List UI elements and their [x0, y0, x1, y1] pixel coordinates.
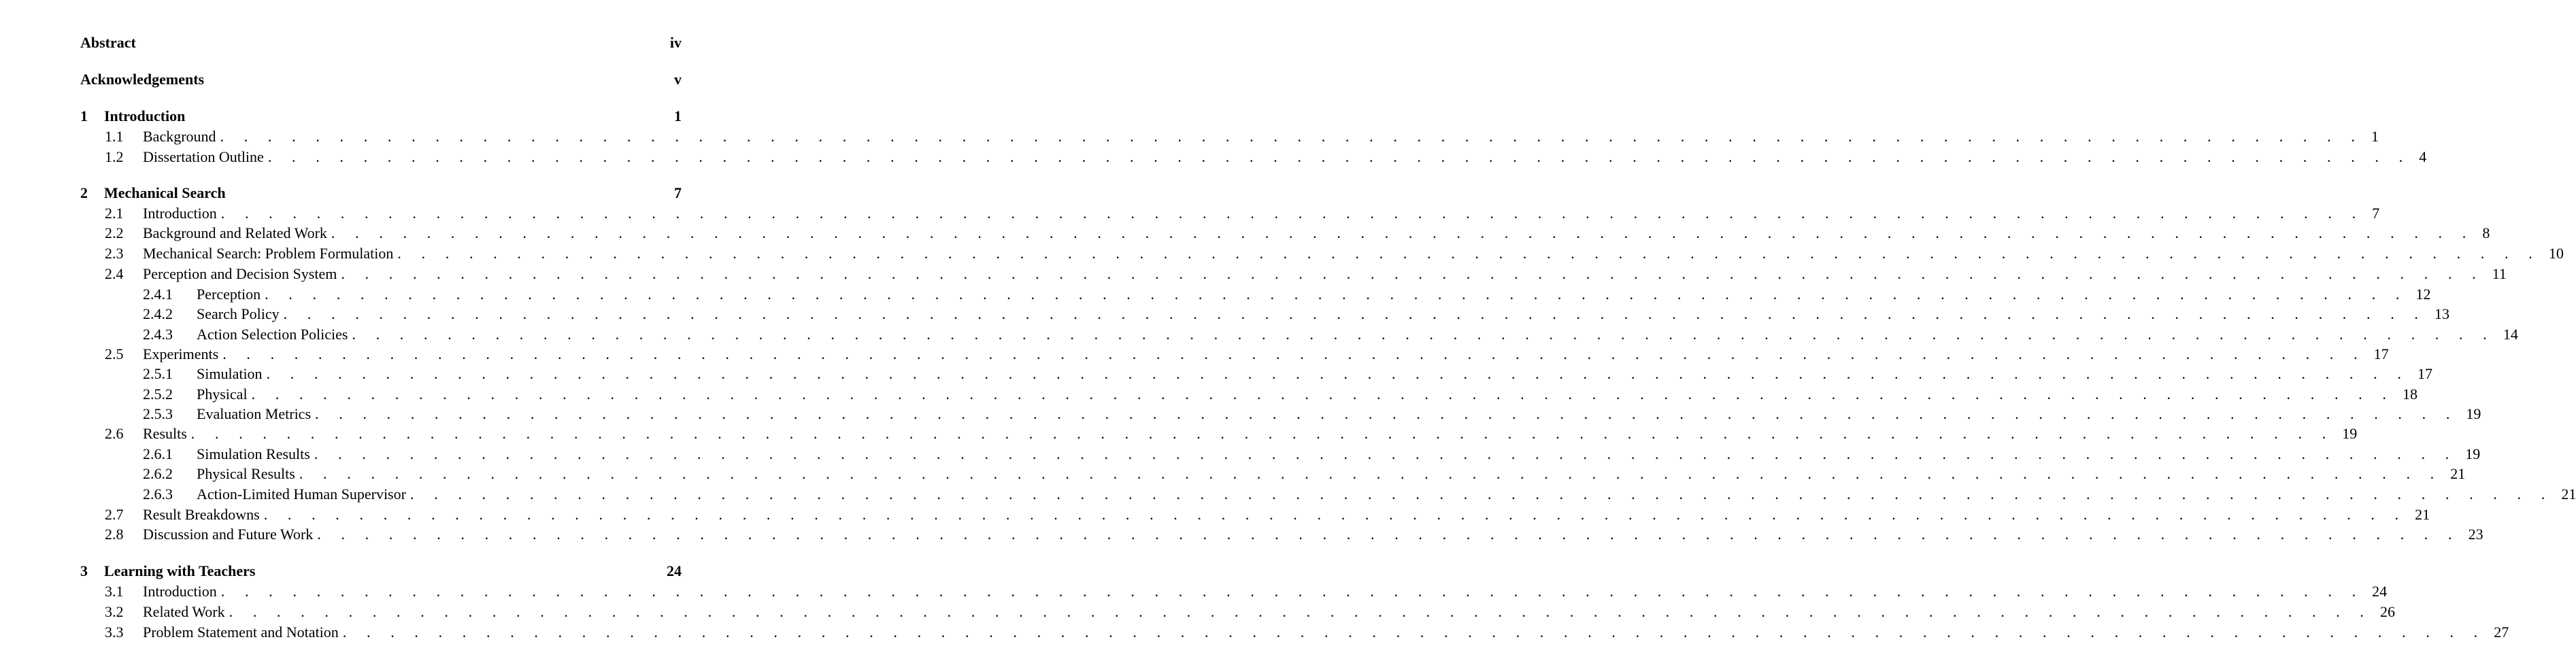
toc-chapter-entry[interactable] [80, 107, 682, 127]
toc-entry-number: 2.2 [105, 224, 124, 241]
toc-entry-title: Evaluation Metrics [197, 405, 312, 422]
toc-entry-number: 2.6.3 [143, 486, 173, 503]
dot-leader: . . . . . . . . . . . . . . . . . . . . . . . . . . . . . . . . . . . . . . . . . . . . . . . . . . . . . . . . . . . . . . . . . . . . . . . . . . . . . . . . . . . . . . . . . . [222, 345, 2366, 362]
toc-section-entry[interactable] [80, 345, 2389, 365]
toc-chapter-entry[interactable] [80, 184, 682, 204]
toc-entry-number: 2.4.2 [143, 305, 173, 322]
toc-entry-title: Abstract [80, 34, 136, 51]
dot-leader: . . . . . . . . . . . . . . . . . . . . . . . . . . . . . . . . . . . . . . . . . . . . . . . . . . . . . . . . . . . . . . . . . . . . . . . . . . . . . . . . . . . . . . . . . . [283, 305, 2426, 322]
dot-leader: . . . . . . . . . . . . . . . . . . . . . . . . . . . . . . . . . . . . . . . . . . . . . . . . . . . . . . . . . . . . . . . . . . . . . . . . . . . . . . . . . . . . . . . . . . [267, 148, 2411, 165]
toc-entry-number: 2 [80, 184, 88, 201]
toc-page-number: 12 [2415, 286, 2431, 303]
dot-leader: . . . . . . . . . . . . . . . . . . . . . . . . . . . . . . . . . . . . . . . . . . . . . . . . . . . . . . . . . . . . . . . . . . . . . . . . . . . . . . . . . . . . . . . . . . [220, 128, 2363, 145]
toc-page-number: 17 [2417, 365, 2432, 382]
toc-front-entry[interactable] [80, 34, 682, 54]
toc-section-entry[interactable] [80, 245, 2564, 265]
toc-entry-number: 2.5 [105, 345, 124, 362]
toc-page-number: 11 [2492, 265, 2507, 282]
toc-entry-title: Perception and Decision System [143, 265, 337, 282]
dot-leader: . . . . . . . . . . . . . . . . . . . . . . . . . . . . . . . . . . . . . . . . . . . . . . . . . . . . . . . . . . . . . . . . . . . . . . . . . . . . . . . . . . . . . . . . . . [251, 386, 2394, 403]
toc-page-number: 13 [2435, 305, 2449, 322]
toc-entry-title: Discussion and Future Work [143, 526, 314, 543]
toc-entry-title: Mechanical Search: Problem Formulation [143, 245, 394, 262]
toc-entry-title: Dissertation Outline [143, 148, 264, 165]
dot-leader: . . . . . . . . . . . . . . . . . . . . . . . . . . . . . . . . . . . . . . . . . . . . . . . . . . . . . . . . . . . . . . . . . . . . . . . . . . . . . . . . . . . . . . . . . . [317, 526, 2460, 543]
toc-page-number: iv [669, 34, 682, 51]
toc-subsection-entry[interactable] [80, 326, 2518, 345]
dot-leader: . . . . . . . . . . . . . . . . . . . . . . . . . . . . . . . . . . . . . . . . . . . . . . . . . . . . . . . . . . . . . . . . . . . . . . . . . . . . . . . . . . . . . . . . . . [314, 445, 2458, 462]
toc-page-number: 4 [2419, 148, 2427, 165]
toc-section-entry[interactable] [80, 526, 2483, 545]
toc-entry-number: 2.3 [105, 245, 124, 262]
toc-page-number: 14 [2503, 326, 2518, 343]
toc-subsection-entry[interactable] [80, 445, 2481, 465]
dot-leader: . . . . . . . . . . . . . . . . . . . . . . . . . . . . . . . . . . . . . . . . . . . . . . . . . . . . . . . . . . . . . . . . . . . . . . . . . . . . . . . . . . . . . . . . . . [342, 624, 2486, 641]
dot-leader: . . . . . . . . . . . . . . . . . . . . . . . . . . . . . . . . . . . . . . . . . . . . . . . . . . . . . . . . . . . . . . . . . . . . . . . . . . . . . . . . . . . . . . . . . . [266, 365, 2409, 382]
toc-entry-title: Background and Related Work [143, 224, 327, 241]
toc-page-number: 18 [2402, 386, 2418, 403]
dot-leader: . . . . . . . . . . . . . . . . . . . . . . . . . . . . . . . . . . . . . . . . . . . . . . . . . . . . . . . . . . . . . . . . . . . . . . . . . . . . . . . . . . . . . . . . . . [190, 425, 2335, 442]
toc-page-number: 21 [2450, 465, 2466, 482]
toc-page-number: v [674, 71, 682, 88]
toc-entry-title: Physical Results [197, 465, 295, 482]
dot-leader: . . . . . . . . . . . . . . . . . . . . . . . . . . . . . . . . . . . . . . . . . . . . . . . . . . . . . . . . . . . . . . . . . . . . . . . . . . . . . . . . . . . . . . . . . . [220, 205, 2364, 222]
toc-subsection-entry[interactable] [80, 365, 2432, 385]
dot-leader: . . . . . . . . . . . . . . . . . . . . . . . . . . . . . . . . . . . . . . . . . . . . . . . . . . . . . . . . . . . . . . . . . . . . . . . . . . . . . . . . . . . . . . . . . . [352, 326, 2495, 343]
toc-entry-number: 3.1 [105, 583, 124, 600]
toc-entry-number: 2.6 [105, 425, 124, 442]
toc-entry-title: Physical [197, 386, 248, 403]
toc-page-number: 27 [2494, 624, 2509, 641]
toc-entry-number: 2.5.1 [143, 365, 173, 382]
toc-entry-number: 2.5.3 [143, 405, 173, 422]
toc-section-entry[interactable] [80, 128, 2379, 148]
toc-section-entry[interactable] [80, 624, 2509, 643]
toc-page-number: 26 [2380, 603, 2396, 620]
toc-entry-title: Search Policy [197, 305, 280, 322]
dot-leader: . . . . . . . . . . . . . . . . . . . . . . . . . . . . . . . . . . . . . . . . . . . . . . . . . . . . . . . . . . . . . . . . . . . . . . . . . . . . . . . . . . . . . . . . . . [263, 506, 2407, 523]
toc-entry-title: Introduction [143, 205, 217, 222]
toc-page-number: 23 [2468, 526, 2483, 543]
toc-page-number: 19 [2466, 405, 2481, 422]
toc-subsection-entry[interactable] [80, 486, 2576, 505]
toc-page-number: 21 [2415, 506, 2430, 523]
toc-entry-title: Results [143, 425, 187, 442]
toc-page-number: 24 [2372, 583, 2388, 600]
toc-section-entry[interactable] [80, 148, 2427, 168]
dot-leader: . . . . . . . . . . . . . . . . . . . . . . . . . . . . . . . . . . . . . . . . . . . . . . . . . . . . . . . . . . . . . . . . . . . . . . . . . . . . . . . . . . . . . . . . . . [315, 405, 2458, 422]
toc-section-entry[interactable] [80, 205, 2380, 224]
toc-entry-number: 1.2 [105, 148, 124, 165]
toc-front-entry[interactable] [80, 71, 682, 90]
toc-subsection-entry[interactable] [80, 465, 2466, 485]
toc-page-number: 1 [674, 107, 682, 124]
toc-entry-number: 2.8 [105, 526, 124, 543]
toc-section-entry[interactable] [80, 603, 2396, 623]
toc-subsection-entry[interactable] [80, 405, 2481, 425]
toc-page-number: 1 [2371, 128, 2379, 145]
toc-entry-title: Experiments [143, 345, 219, 362]
toc-entry-title: Mechanical Search [104, 184, 226, 201]
toc-section-entry[interactable] [80, 265, 2507, 285]
toc-subsection-entry[interactable] [80, 305, 2449, 325]
toc-entry-title: Introduction [104, 107, 186, 124]
toc-entry-number: 2.7 [105, 506, 124, 523]
toc-entry-number: 1.1 [105, 128, 124, 145]
toc-section-entry[interactable] [80, 224, 2490, 244]
toc-chapter-entry[interactable] [80, 562, 682, 582]
toc-entry-number: 2.4.1 [143, 286, 173, 303]
toc-entry-number: 2.6.2 [143, 465, 173, 482]
dot-leader: . . . . . . . . . . . . . . . . . . . . . . . . . . . . . . . . . . . . . . . . . . . . . . . . . . . . . . . . . . . . . . . . . . . . . . . . . . . . . . . . . . . . . . . . . . [397, 245, 2541, 262]
dot-leader: . . . . . . . . . . . . . . . . . . . . . . . . . . . . . . . . . . . . . . . . . . . . . . . . . . . . . . . . . . . . . . . . . . . . . . . . . . . . . . . . . . . . . . . . . . [229, 603, 2373, 620]
toc-entry-number: 3.2 [105, 603, 124, 620]
toc-entry-number: 1 [80, 107, 88, 124]
toc-entry-title: Action Selection Policies [197, 326, 348, 343]
dot-leader: . . . . . . . . . . . . . . . . . . . . . . . . . . . . . . . . . . . . . . . . . . . . . . . . . . . . . . . . . . . . . . . . . . . . . . . . . . . . . . . . . . . . . . . . . . [299, 465, 2443, 482]
toc-entry-number: 3 [80, 562, 88, 579]
toc-subsection-entry[interactable] [80, 386, 2418, 405]
toc-page-number: 19 [2465, 445, 2481, 462]
toc-page-number: 19 [2342, 425, 2358, 442]
toc-page-number: 21 [2561, 486, 2576, 503]
toc-section-entry[interactable] [80, 583, 2388, 602]
toc-entry-title: Simulation [197, 365, 263, 382]
toc-section-entry[interactable] [80, 506, 2430, 526]
toc-page-number: 8 [2482, 224, 2490, 241]
toc-entry-title: Perception [197, 286, 261, 303]
toc-entry-title: Related Work [143, 603, 225, 620]
toc-page-number: 7 [674, 184, 682, 201]
toc-entry-number: 2.4 [105, 265, 124, 282]
toc-section-entry[interactable] [80, 425, 2358, 445]
dot-leader: . . . . . . . . . . . . . . . . . . . . . . . . . . . . . . . . . . . . . . . . . . . . . . . . . . . . . . . . . . . . . . . . . . . . . . . . . . . . . . . . . . . . . . . . . . [409, 486, 2554, 503]
toc-entry-number: 2.5.2 [143, 386, 173, 403]
toc-page-number: 7 [2372, 205, 2380, 222]
toc-entry-title: Background [143, 128, 216, 145]
toc-entry-number: 2.4.3 [143, 326, 173, 343]
toc-subsection-entry[interactable] [80, 286, 2431, 305]
toc-entry-title: Simulation Results [197, 445, 310, 462]
toc-entry-title: Learning with Teachers [104, 562, 256, 579]
dot-leader: . . . . . . . . . . . . . . . . . . . . . . . . . . . . . . . . . . . . . . . . . . . . . . . . . . . . . . . . . . . . . . . . . . . . . . . . . . . . . . . . . . . . . . . . . . [265, 286, 2408, 303]
toc-entry-title: Introduction [143, 583, 217, 600]
dot-leader: . . . . . . . . . . . . . . . . . . . . . . . . . . . . . . . . . . . . . . . . . . . . . . . . . . . . . . . . . . . . . . . . . . . . . . . . . . . . . . . . . . . . . . . . . . [220, 583, 2364, 600]
toc-entry-title: Result Breakdowns [143, 506, 260, 523]
toc-entry-number: 2.6.1 [143, 445, 173, 462]
toc-page-number: 24 [667, 562, 682, 579]
toc-entry-title: Problem Statement and Notation [143, 624, 339, 641]
toc-entry-title: Acknowledgements [80, 71, 205, 88]
dot-leader: . . . . . . . . . . . . . . . . . . . . . . . . . . . . . . . . . . . . . . . . . . . . . . . . . . . . . . . . . . . . . . . . . . . . . . . . . . . . . . . . . . . . . . . . . . [331, 224, 2475, 241]
toc-page-number: 10 [2548, 245, 2564, 262]
toc-page-number: 17 [2373, 345, 2389, 362]
toc-entry-number: 2.1 [105, 205, 124, 222]
toc-entry-number: 3.3 [105, 624, 124, 641]
dot-leader: . . . . . . . . . . . . . . . . . . . . . . . . . . . . . . . . . . . . . . . . . . . . . . . . . . . . . . . . . . . . . . . . . . . . . . . . . . . . . . . . . . . . . . . . . . [341, 265, 2484, 282]
toc-entry-title: Action-Limited Human Supervisor [197, 486, 406, 503]
